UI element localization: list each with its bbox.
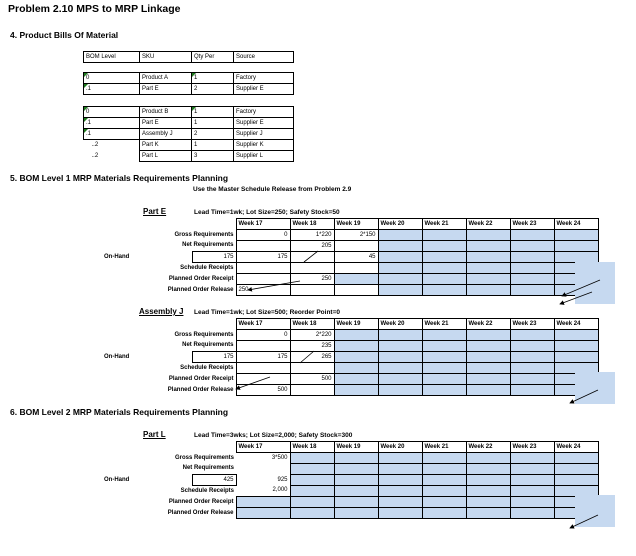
row-label: Planned Order Receipt [168, 375, 234, 382]
bom-qty: 1 [192, 107, 234, 118]
section-5-heading: 5. BOM Level 1 MRP Materials Requirements Planning [10, 173, 229, 183]
assembly-j-title: Assembly J [139, 307, 184, 316]
bom-header-level: BOM Level [84, 52, 140, 63]
row-label: On-Hand [104, 253, 130, 260]
week-header: Week 24 [554, 319, 598, 330]
bom-qty: 1 [192, 73, 234, 84]
week-header: Week 20 [378, 442, 422, 453]
bom-sku: Product B [140, 107, 192, 118]
bom-source: Factory [234, 107, 294, 118]
row-label: Planned Order Receipt [168, 498, 234, 505]
bom-sku: Part E [140, 84, 192, 95]
on-hand-start: 175 [192, 252, 236, 263]
row-label: Planned Order Release [167, 286, 234, 293]
bom-level: 0 [84, 107, 140, 118]
arrow-line [560, 292, 592, 304]
bom-header-sku: SKU [140, 52, 192, 63]
week-header: Week 24 [554, 442, 598, 453]
week-header: Week 21 [422, 319, 466, 330]
bom-level: 0 [84, 73, 140, 84]
planned-order-receipt-row: Planned Order Receipt 500 [78, 374, 598, 385]
row-label: Schedule Receipts [180, 264, 234, 271]
arrow-line [570, 515, 598, 528]
week-header: Week 22 [466, 442, 510, 453]
bom-level: ..2 [84, 151, 140, 162]
week-header: Week 23 [510, 219, 554, 230]
schedule-receipts-row: Schedule Receipts 2,000 [78, 486, 598, 497]
week-header: Week 17 [236, 219, 290, 230]
on-hand-start: 425 [192, 475, 236, 486]
bom-header-qty: Qty Per [192, 52, 234, 63]
section-5-note: Use the Master Schedule Release from Problem 2.9 [193, 186, 352, 193]
arrow-line [570, 390, 598, 403]
week-header: Week 23 [510, 319, 554, 330]
section-4-heading: 4. Product Bills Of Material [10, 30, 119, 40]
week-header: Week 18 [290, 442, 334, 453]
on-hand-start: 175 [192, 352, 236, 363]
bom-sku: Product A [140, 73, 192, 84]
assembly-j-lead-time: Lead Time=1wk; Lot Size=500; Reorder Point=0 [194, 309, 340, 316]
row-label: Gross Requirements [174, 454, 234, 461]
week-header: Week 20 [378, 219, 422, 230]
row-label: Net Requirements [182, 242, 234, 249]
week-header: Week 23 [510, 442, 554, 453]
week-header: Week 24 [554, 219, 598, 230]
bom-level: .1 [84, 118, 140, 129]
part-e-lead-time: Lead Time=1wk; Lot Size=250; Safety Stock=50 [194, 209, 340, 216]
net-requirements-row: Net Requirements 205 [78, 241, 598, 252]
bom-source: Factory [234, 73, 294, 84]
bom-qty: 2 [192, 84, 234, 95]
part-e-title: Part E [143, 207, 167, 216]
arrow-line [562, 280, 600, 296]
on-hand-row: On-Hand 175 175 265 [78, 352, 598, 363]
row-label: Planned Order Release [167, 386, 234, 393]
week-header: Week 19 [334, 219, 378, 230]
gross-requirements-row: Gross Requirements 0 2*220 [78, 330, 598, 341]
week-header: Week 17 [236, 442, 290, 453]
arrow-line [248, 281, 300, 290]
bom-source: Supplier J [234, 129, 294, 140]
gross-requirements-row: Gross Requirements 3*500 [78, 453, 598, 464]
on-hand-row: On-Hand 175 175 45 [78, 252, 598, 263]
planned-order-receipt-row: Planned Order Receipt 250 [78, 274, 598, 285]
week-header: Week 19 [334, 442, 378, 453]
net-requirements-row: Net Requirements 235 [78, 341, 598, 352]
row-label: Gross Requirements [174, 231, 234, 238]
arrow-line [236, 377, 270, 389]
part-l-lead-time: Lead Time=3wks; Lot Size=2,000; Safety Stock=300 [194, 432, 353, 439]
row-label: Planned Order Receipt [168, 275, 234, 282]
section-6-heading: 6. BOM Level 2 MRP Materials Requirements Planning [10, 407, 229, 417]
week-header: Week 20 [378, 319, 422, 330]
row-label: On-Hand [104, 476, 130, 483]
strike-line [300, 351, 314, 363]
bom-qty: 3 [192, 151, 234, 162]
row-label: Schedule Receipts [180, 487, 234, 494]
row-label: Planned Order Release [167, 509, 234, 516]
planned-order-release-row: Planned Order Release 250 [78, 285, 598, 296]
row-label: Schedule Receipts [180, 364, 234, 371]
week-header: Week 19 [334, 319, 378, 330]
on-hand-row: On-Hand 425 925 [78, 475, 598, 486]
bom-source: Supplier L [234, 151, 294, 162]
page-title: Problem 2.10 MPS to MRP Linkage [8, 3, 181, 15]
gross-requirements-row: Gross Requirements 0 1*220 2*150 [78, 230, 598, 241]
week-header: Week 22 [466, 319, 510, 330]
bom-sku: Assembly J [140, 129, 192, 140]
bom-qty: 1 [192, 140, 234, 151]
planned-order-release-row: Planned Order Release 500 [78, 385, 598, 396]
week-header: Week 21 [422, 219, 466, 230]
bom-sku: Part E [140, 118, 192, 129]
bom-sku: Part L [140, 151, 192, 162]
part-l-title: Part L [143, 430, 166, 439]
bom-level: .1 [84, 129, 140, 140]
week-header: Week 18 [290, 319, 334, 330]
bom-qty: 1 [192, 118, 234, 129]
row-label: On-Hand [104, 353, 130, 360]
bom-source: Supplier K [234, 140, 294, 151]
bom-header-source: Source [234, 52, 294, 63]
row-label: Gross Requirements [174, 331, 234, 338]
bom-level: ..2 [84, 140, 140, 151]
row-label: Net Requirements [182, 342, 234, 349]
bom-qty: 2 [192, 129, 234, 140]
strike-line [304, 251, 318, 262]
bom-source: Supplier E [234, 118, 294, 129]
week-header: Week 22 [466, 219, 510, 230]
bom-level: .1 [84, 84, 140, 95]
week-header: Week 21 [422, 442, 466, 453]
bom-source: Supplier E [234, 84, 294, 95]
week-header: Week 17 [236, 319, 290, 330]
bom-sku: Part K [140, 140, 192, 151]
week-header: Week 18 [290, 219, 334, 230]
row-label: Net Requirements [182, 465, 234, 472]
